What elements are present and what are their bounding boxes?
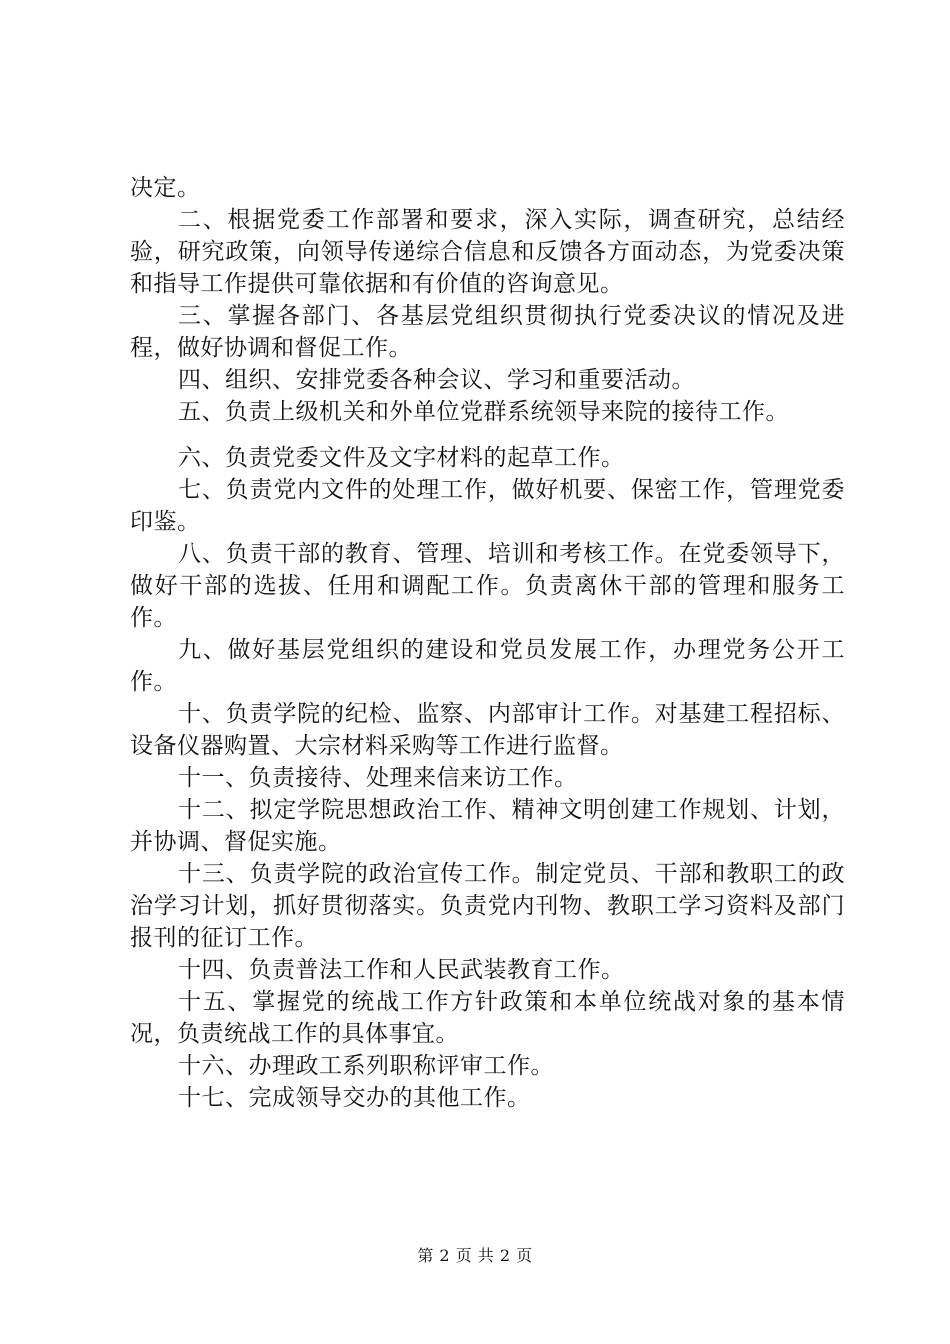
paragraph-spacer [130, 428, 845, 442]
paragraph-item-16: 十六、办理政工系列职称评审工作。 [178, 1053, 554, 1079]
paragraph-item-3: 三、掌握各部门、各基层党组织贯彻执行党委决议的情况及进程，做好协调和督促工作。 [130, 303, 845, 361]
paragraph-item-2: 二、根据党委工作部署和要求，深入实际，调查研究，总结经验，研究政策，向领导传递综合信息和反馈各方面动态，为党委决策和指导工作提供可靠依据和有价值的咨询意见。 [130, 207, 845, 297]
document-body [130, 172, 845, 1114]
paragraph-item-7: 七、负责党内文件的处理工作，做好机要、保密工作，管理党委印鉴。 [130, 477, 845, 535]
paragraph-item-5: 五、负责上级机关和外单位党群系统领导来院的接待工作。 [178, 399, 789, 425]
paragraph-item-11: 十一、负责接待、处理来信来访工作。 [178, 765, 578, 791]
paragraph-item-15: 十五、掌握党的统战工作方针政策和本单位统战对象的基本情况，负责统战工作的具体事宜。 [130, 989, 845, 1047]
paragraph-item-17: 十七、完成领导交办的其他工作。 [178, 1085, 531, 1111]
paragraph-item-14: 十四、负责普法工作和人民武装教育工作。 [178, 957, 625, 983]
paragraph-item-8: 八、负责干部的教育、管理、培训和考核工作。在党委领导下，做好干部的选拔、任用和调配工作。负责离休干部的管理和服务工作。 [130, 541, 845, 631]
paragraph-item-12: 十二、拟定学院思想政治工作、精神文明创建工作规划、计划，并协调、督促实施。 [130, 797, 845, 855]
page-number-footer: 第 2 页 共 2 页 [417, 1246, 533, 1265]
paragraph-item-4: 四、组织、安排党委各种会议、学习和重要活动。 [178, 367, 695, 393]
paragraph-item-10: 十、负责学院的纪检、监察、内部审计工作。对基建工程招标、设备仪器购置、大宗材料采购等工作进行监督。 [130, 701, 845, 759]
paragraph-continuation: 决定。 [130, 175, 201, 201]
paragraph-item-9: 九、做好基层党组织的建设和党员发展工作，办理党务公开工作。 [130, 637, 845, 695]
paragraph-item-6: 六、负责党委文件及文字材料的起草工作。 [178, 445, 625, 471]
paragraph-item-13: 十三、负责学院的政治宣传工作。制定党员、干部和教职工的政治学习计划，抓好贯彻落实。负责党内刊物、教职工学习资料及部门报刊的征订工作。 [130, 861, 845, 951]
